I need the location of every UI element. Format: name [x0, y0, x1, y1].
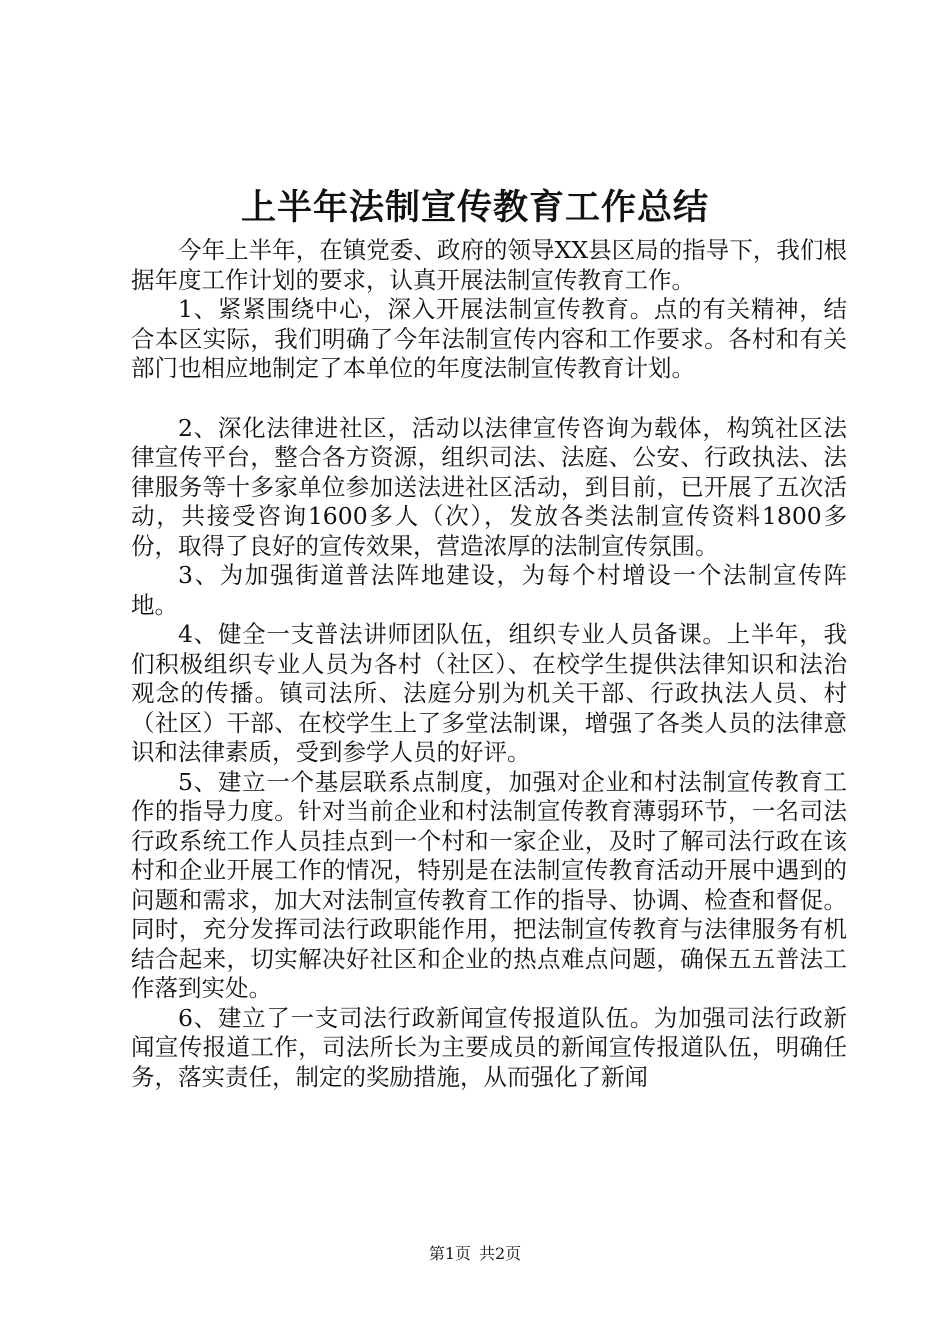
document-title: 上半年法制宣传教育工作总结 — [240, 187, 709, 228]
page-total: 共2页 — [479, 1244, 522, 1263]
paragraph-item-6: 6、建立了一支司法行政新闻宣传报道队伍。为加强司法行政新闻宣传报道工作，司法所长为主要成员的新闻宣传报道队伍，明确任务，落实责任，制定的奖励措施，从而强化了新闻 — [131, 1003, 847, 1091]
paragraph-item-1: 1、紧紧围绕中心，深入开展法制宣传教育。点的有关精神，结合本区实际，我们明确了今年法制宣传内容和工作要求。各村和有关部门也相应地制定了本单位的年度法制宣传教育计划。 — [131, 295, 847, 382]
paragraph-item-2: 2、深化法律进社区，活动以法律宣传咨询为载体，构筑社区法律宣传平台，整合各方资源，组织司法、法庭、公安、行政执法、法律服务等十多家单位参加送法进社区活动，到目前，已开展了五次活动，共接受咨询1600多人（次），发放各类法制宣传资料1800多份，取得了良好的宣传效果，营造浓厚的法制宣传氛围。 — [131, 413, 847, 560]
paragraph-item-5: 5、建立一个基层联系点制度，加强对企业和村法制宣传教育工作的指导力度。针对当前企业和村法制宣传教育薄弱环节，一名司法行政系统工作人员挂点到一个村和一家企业，及时了解司法行政在该村和企业开展工作的情况，特别是在法制宣传教育活动开展中遇到的问题和需求，加大对法制宣传教育工作的指导、协调、检查和督促。同时，充分发挥司法行政职能作用，把法制宣传教育与法律服务有机结合起来，切实解决好社区和企业的热点难点问题，确保五五普法工作落到实处。 — [131, 767, 847, 1002]
paragraph-item-4: 4、健全一支普法讲师团队伍，组织专业人员备课。上半年，我们积极组织专业人员为各村（社区）、在校学生提供法律知识和法治观念的传播。镇司法所、法庭分别为机关干部、行政执法人员、村（社区）干部、在校学生上了多堂法制课，增强了各类人员的法律意识和法律素质，受到参学人员的好评。 — [131, 620, 847, 766]
document-body — [131, 236, 847, 1092]
paragraph-item-3: 3、为加强街道普法阵地建设，为每个村增设一个法制宣传阵地。 — [131, 561, 847, 619]
page-number: 第1页 — [428, 1244, 471, 1263]
page-footer — [0, 1243, 950, 1265]
paragraph-intro: 今年上半年，在镇党委、政府的领导XX县区局的指导下，我们根据年度工作计划的要求，认真开展法制宣传教育工作。 — [131, 236, 847, 294]
